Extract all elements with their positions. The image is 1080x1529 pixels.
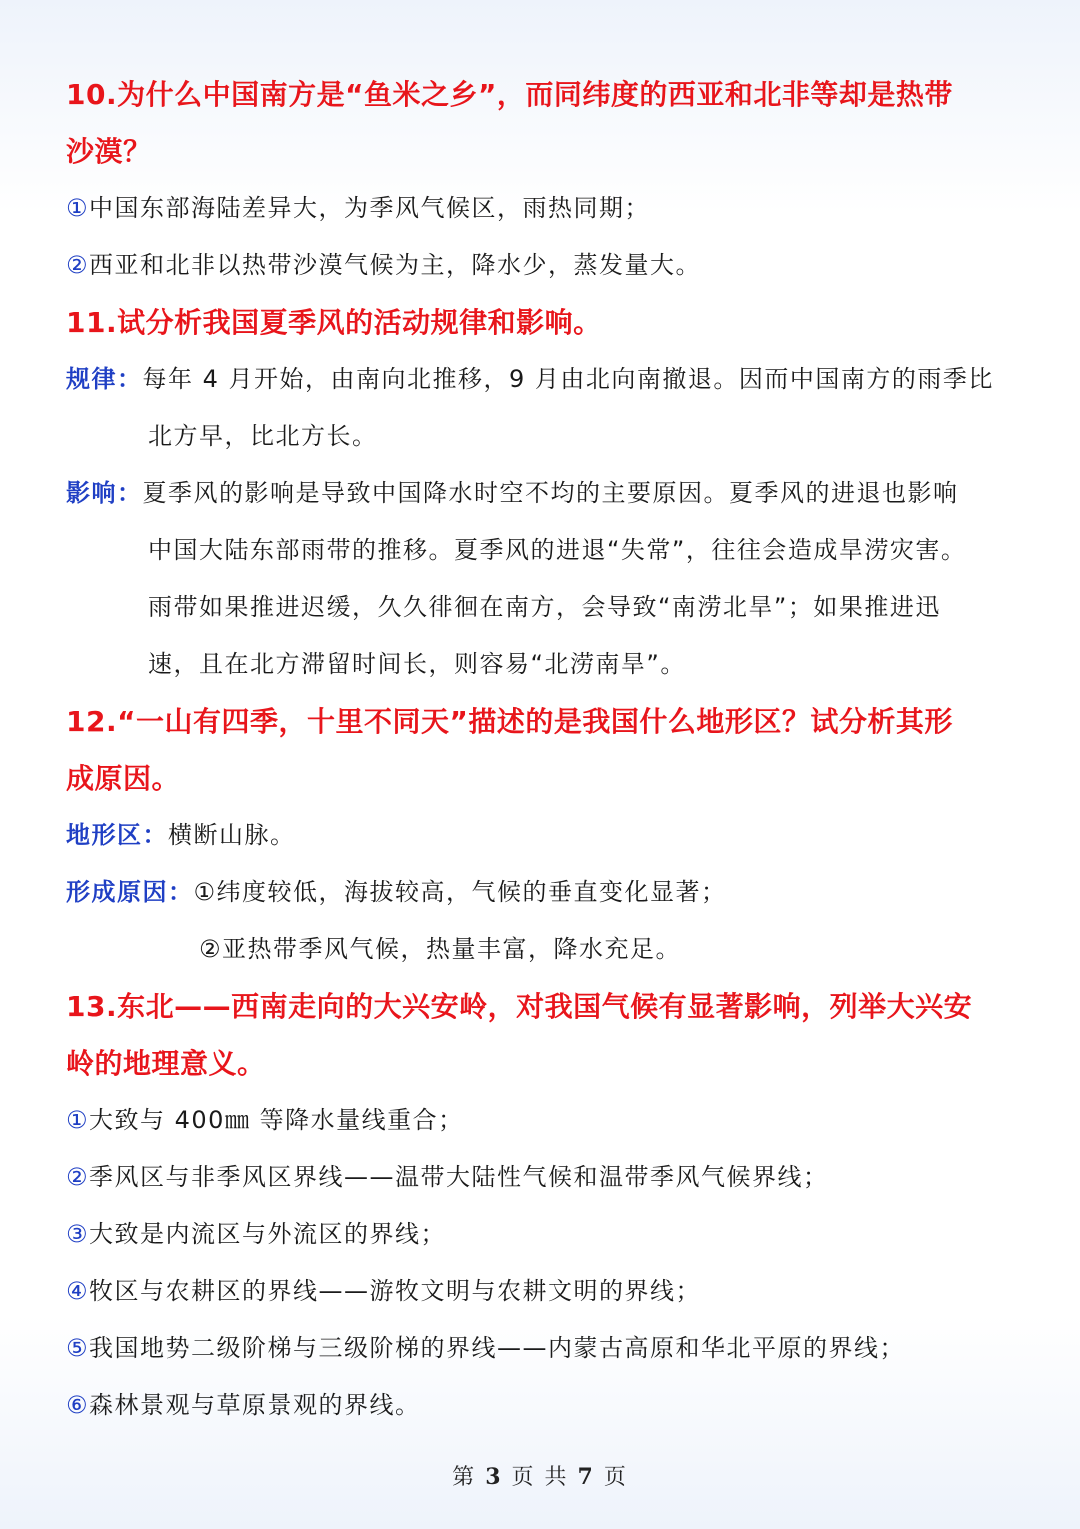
cause-label: 形成原因：	[66, 878, 194, 906]
circled-number: ②	[66, 251, 90, 279]
rule-text: 每年 4 月开始，由南向北推移，9 月由北向南撤退。因而中国南方的雨季比	[142, 365, 994, 393]
question-10-title-line-2: 沙漠？	[66, 135, 152, 168]
answer-item	[66, 1092, 1016, 1149]
answer-item	[66, 1320, 1016, 1377]
circled-number: ①	[66, 194, 90, 222]
effect-text: 夏季风的影响是导致中国降水时空不均的主要原因。夏季风的进退也影响	[142, 479, 959, 507]
rule-line-2: 北方早，比北方长。	[148, 422, 378, 450]
answer-item	[66, 1149, 1016, 1206]
question-11-title: 11.试分析我国夏季风的活动规律和影响。	[66, 306, 602, 339]
effect-line-3: 雨带如果推进迟缓，久久徘徊在南方，会导致“南涝北旱”；如果推进迅	[148, 593, 941, 621]
circled-number: ④	[66, 1277, 90, 1305]
footer-suffix: 页	[603, 1465, 628, 1490]
answer-item	[66, 237, 1016, 294]
region-label: 地形区：	[66, 821, 168, 849]
circled-number: ⑥	[66, 1391, 90, 1419]
page-footer	[0, 1460, 1080, 1491]
question-10	[66, 66, 1016, 294]
effect-line-2: 中国大陆东部雨带的推移。夏季风的进退“失常”，往往会造成旱涝灾害。	[148, 536, 967, 564]
answer-text: 大致与 400㎜ 等降水量线重合；	[89, 1106, 464, 1134]
question-13	[66, 978, 1016, 1434]
answer-text: 中国东部海陆差异大，为季风气候区，雨热同期；	[89, 194, 651, 222]
answer-text: 西亚和北非以热带沙漠气候为主，降水少，蒸发量大。	[89, 251, 702, 279]
answer-text: 季风区与非季风区界线——温带大陆性气候和温带季风气候界线；	[89, 1163, 829, 1191]
footer-prefix: 第	[452, 1465, 477, 1490]
answer-item	[66, 1263, 1016, 1320]
rule-line-1	[66, 351, 1016, 408]
footer-middle: 页 共	[511, 1465, 569, 1490]
circled-number: ②	[66, 1163, 90, 1191]
answer-item	[66, 180, 1016, 237]
cause-text-1: ①纬度较低，海拔较高，气候的垂直变化显著；	[193, 878, 727, 906]
answer-item	[66, 1377, 1016, 1434]
answer-text: 大致是内流区与外流区的界线；	[89, 1220, 447, 1248]
question-11	[66, 294, 1016, 693]
document-page	[66, 66, 1016, 1434]
answer-item	[66, 1206, 1016, 1263]
question-12-title-line-1: 12.“一山有四季，十里不同天”描述的是我国什么地形区？试分析其形	[66, 705, 953, 738]
circled-number: ①	[66, 1106, 90, 1134]
answer-text: 我国地势二级阶梯与三级阶梯的界线——内蒙古高原和华北平原的界线；	[89, 1334, 906, 1362]
cause-line-2: ②亚热带季风气候，热量丰富，降水充足。	[199, 935, 682, 963]
answer-text: 森林景观与草原景观的界线。	[89, 1391, 421, 1419]
effect-line-1	[66, 465, 1016, 522]
effect-label: 影响：	[66, 479, 143, 507]
question-12	[66, 693, 1016, 978]
rule-label: 规律：	[66, 365, 143, 393]
cause-line-1	[66, 864, 1016, 921]
answer-text: 牧区与农耕区的界线——游牧文明与农耕文明的界线；	[89, 1277, 702, 1305]
question-10-title-line-1: 10.为什么中国南方是“鱼米之乡”，而同纬度的西亚和北非等却是热带	[66, 78, 953, 111]
region-text: 横断山脉。	[168, 821, 296, 849]
effect-line-4: 速，且在北方滞留时间长，则容易“北涝南旱”。	[148, 650, 686, 678]
region-line	[66, 807, 1016, 864]
question-13-title-line-1: 13.东北——西南走向的大兴安岭，对我国气候有显著影响，列举大兴安	[66, 990, 973, 1023]
question-12-title-line-2: 成原因。	[66, 762, 181, 795]
current-page-number: 3	[485, 1464, 503, 1490]
total-page-number: 7	[577, 1464, 595, 1490]
question-13-title-line-2: 岭的地理意义。	[66, 1047, 266, 1080]
circled-number: ⑤	[66, 1334, 90, 1362]
circled-number: ③	[66, 1220, 90, 1248]
